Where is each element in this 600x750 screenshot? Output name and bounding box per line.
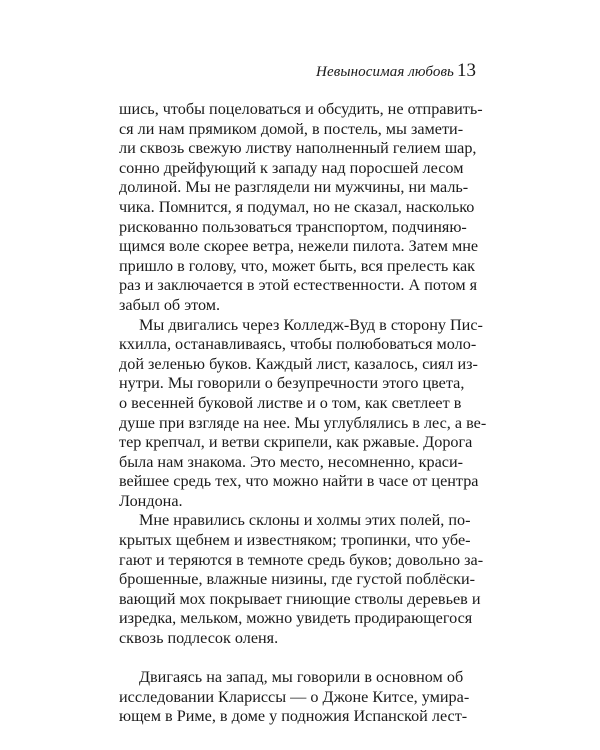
text-line: Двигаясь на запад, мы говорили в основном об xyxy=(139,668,464,687)
text-line: ся ли нам прямиком домой, в постель, мы замети- xyxy=(119,119,464,138)
text-line: долиной. Мы не разглядели ни мужчины, ни маль- xyxy=(119,178,469,197)
text-line: пришло в голову, что, может быть, вся прелесть как xyxy=(119,256,475,275)
text-line: душе при взгляде на нее. Мы углублялись в лес, а ве- xyxy=(119,413,487,432)
text-line: забыл об этом. xyxy=(119,295,221,314)
text-line: Мне нравились склоны и холмы этих полей, по- xyxy=(139,511,471,530)
section-break xyxy=(119,649,460,669)
text-line: сонно дрейфующий к западу над поросшей лесом xyxy=(119,158,464,177)
text-line: Лондона. xyxy=(119,491,183,510)
text-line: чика. Помнится, я подумал, но не сказал, насколько xyxy=(119,197,475,216)
text-line: исследовании Клариссы — о Джоне Китсе, умира- xyxy=(119,687,470,706)
text-line: щимся воле скорее ветра, нежели пилота. Затем мне xyxy=(119,237,479,256)
text-line: Мы двигались через Колледж-Вуд в сторону Пис- xyxy=(139,315,483,334)
paragraph-4 xyxy=(119,668,470,727)
text-line: брошенные, влажные низины, где густой поблёски- xyxy=(119,570,476,589)
text-line: дой зеленью буков. Каждый лист, казалось, сиял из- xyxy=(119,354,478,373)
text-line: раз и заключается в этой естественности. А потом я xyxy=(119,276,478,295)
paragraph-3 xyxy=(119,511,484,648)
paragraph-1 xyxy=(119,100,483,316)
body-text xyxy=(119,100,487,727)
text-line: нутри. Мы говорили о безупречности этого цвета, xyxy=(119,374,465,393)
text-line: о весенней буковой листве и о том, как светлеет в xyxy=(119,393,462,412)
text-line: гают и теряются в темноте средь буков; довольно за- xyxy=(119,550,484,569)
text-line: вающий мох покрывает гниющие стволы деревьев и xyxy=(119,589,481,608)
text-line: кхилла, останавливаясь, чтобы полюбоваться моло- xyxy=(119,335,477,354)
running-title: Невыносимая любовь xyxy=(316,64,454,80)
text-line: шись, чтобы поцеловаться и обсудить, не отправить- xyxy=(119,100,483,118)
text-line: вейшее средь тех, что можно найти в часе от центра xyxy=(119,472,479,491)
text-line: сквозь подлесок оленя. xyxy=(119,629,279,648)
text-line: рискованно пользоваться транспортом, подчиняю- xyxy=(119,217,467,236)
page-number: 13 xyxy=(457,60,476,81)
text-line: была нам знакома. Это место, несомненно, краси- xyxy=(119,452,463,471)
text-line: ли сквозь свежую листву наполненный гелием шар, xyxy=(119,139,477,158)
text-line: изредка, мельком, можно увидеть продирающегося xyxy=(119,609,473,628)
text-line: крытых щебнем и известняком; тропинки, что убе- xyxy=(119,531,471,550)
paragraph-2 xyxy=(119,315,487,512)
text-line: тер крепчал, и ветви скрипели, как ржавые. Дорога xyxy=(119,433,473,452)
text-line: ющем в Риме, в доме у подножия Испанской лест- xyxy=(119,707,468,726)
